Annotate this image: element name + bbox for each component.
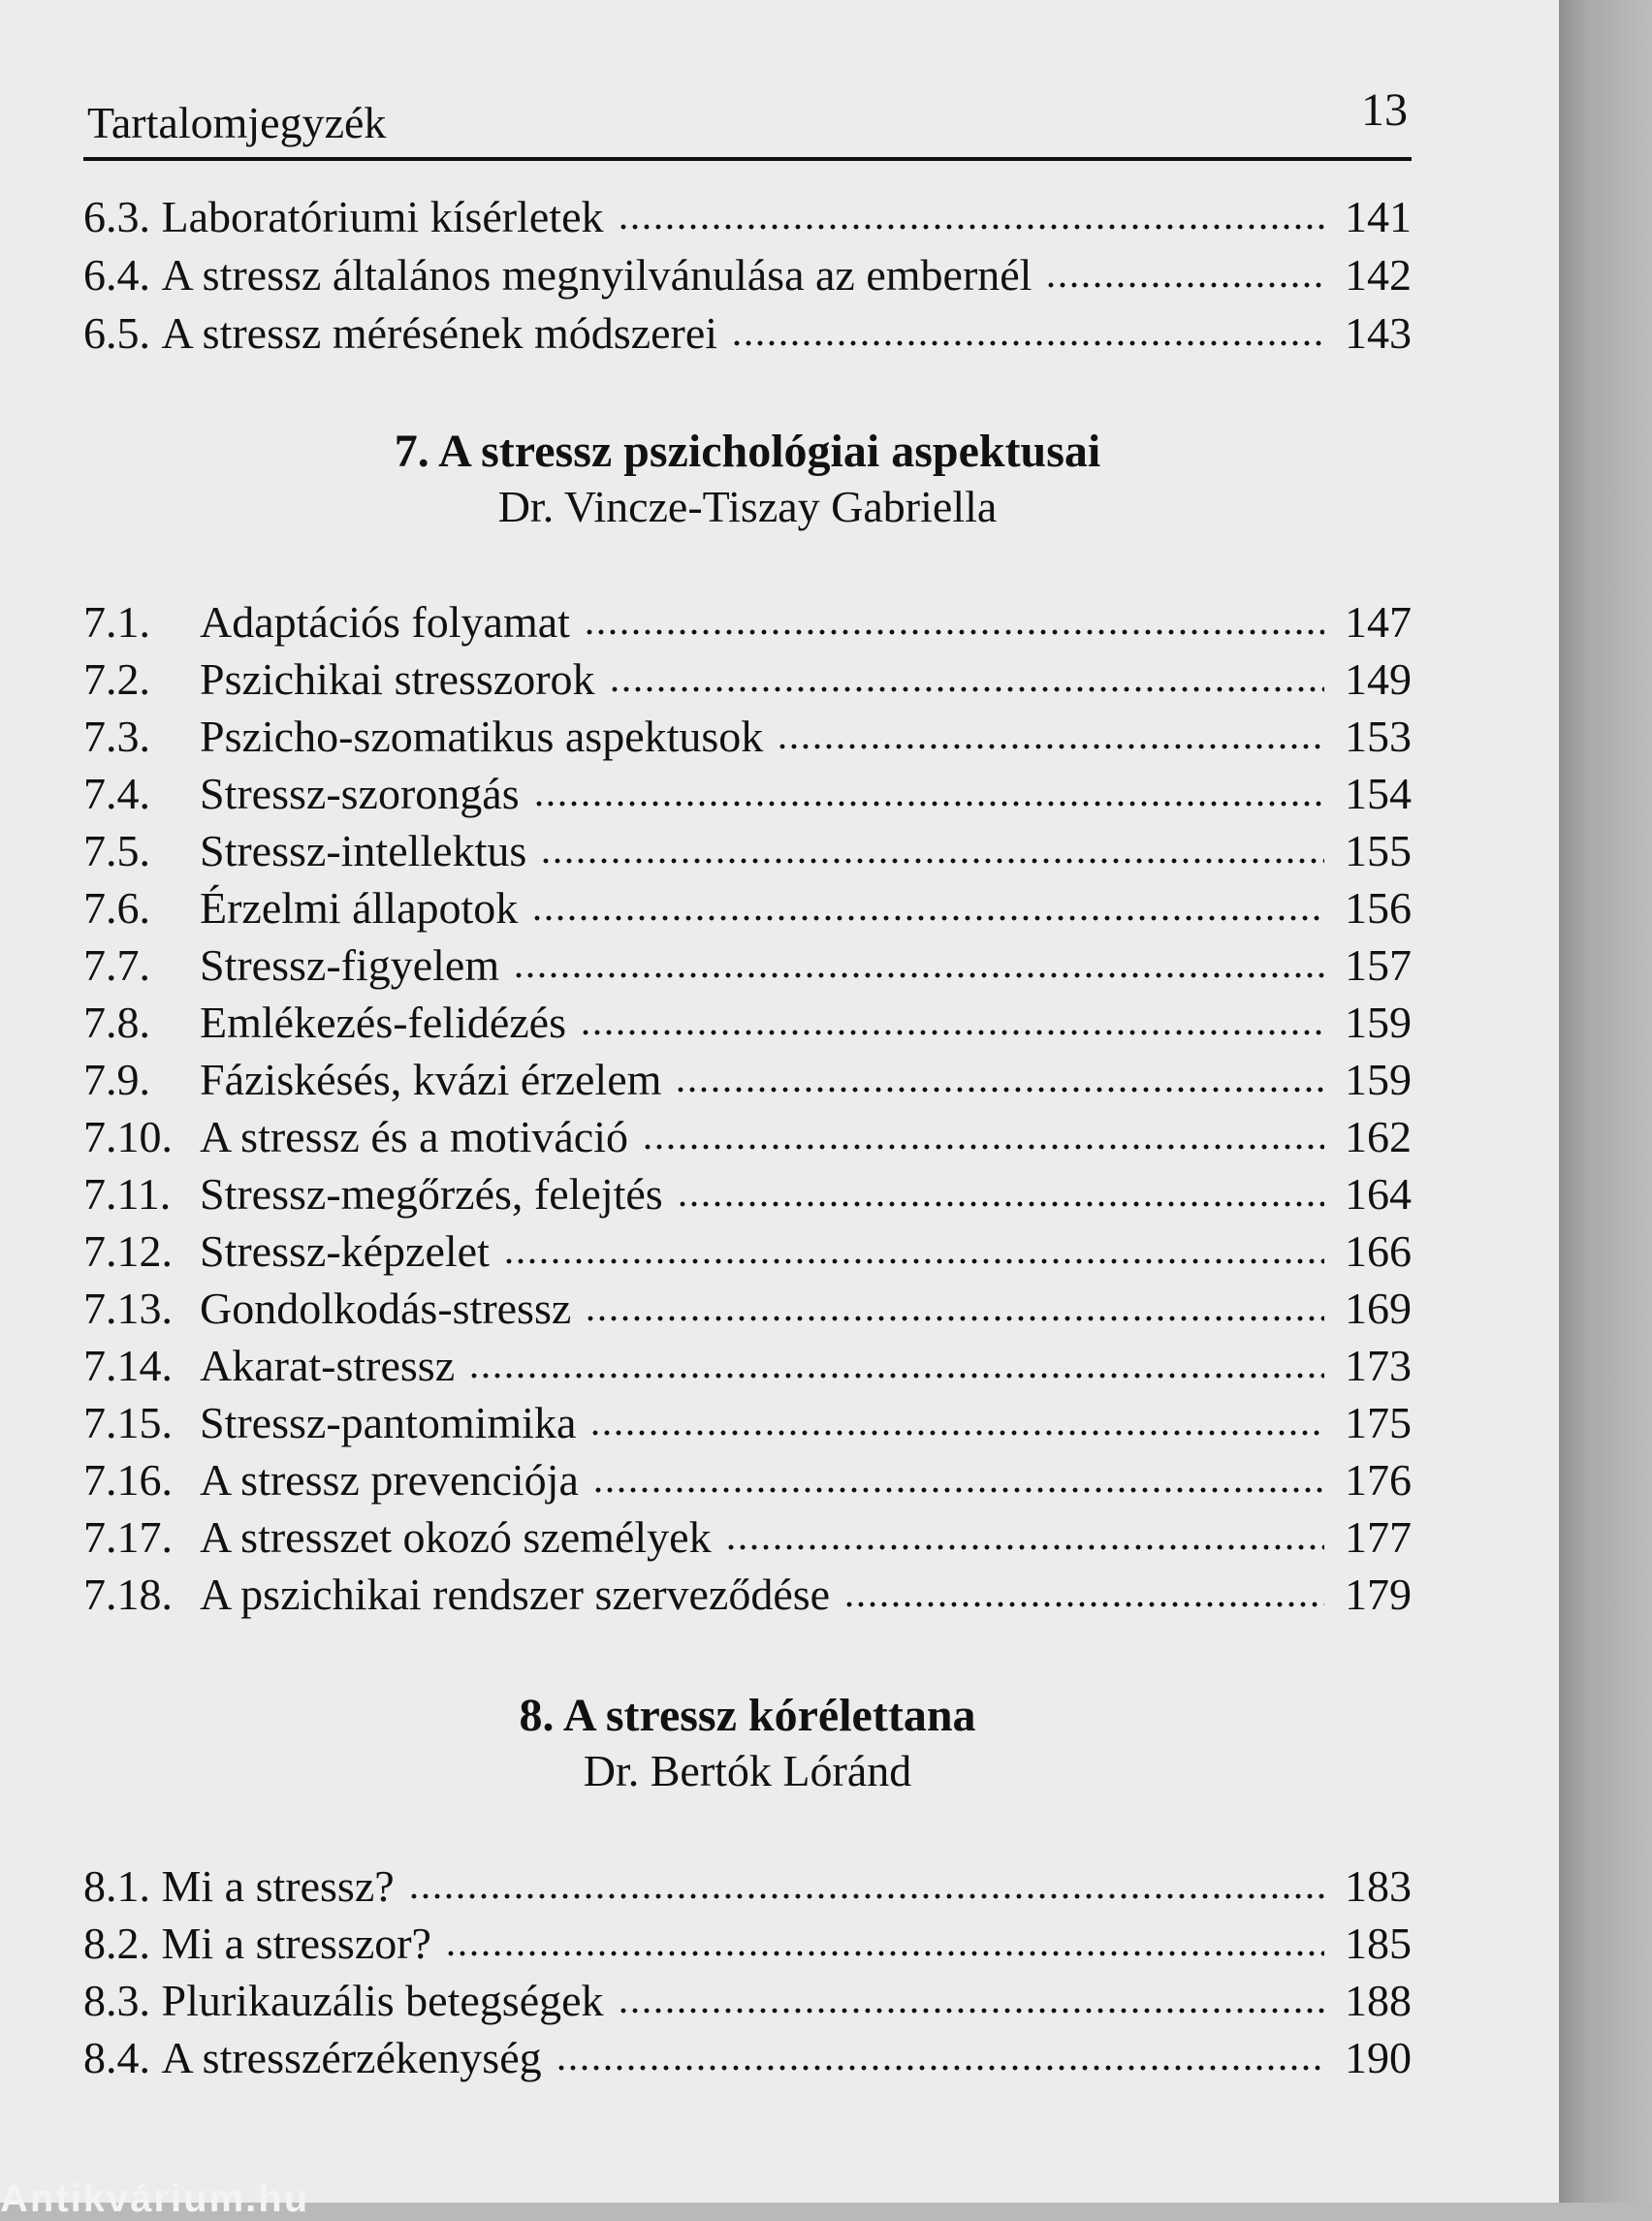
entry-number: 6.4. bbox=[83, 250, 150, 300]
dot-leader bbox=[468, 1372, 1324, 1380]
entry-title: Stressz-figyelem bbox=[200, 940, 500, 990]
header-title: Tartalomjegyzék bbox=[87, 98, 387, 147]
entry-page: 159 bbox=[1345, 998, 1412, 1047]
toc-entry bbox=[83, 1396, 1412, 1450]
entry-page: 153 bbox=[1345, 712, 1412, 761]
toc-entry bbox=[83, 306, 1412, 361]
entry-page: 143 bbox=[1345, 308, 1412, 358]
entry-number: 8.1. bbox=[83, 1861, 150, 1911]
toc-entry bbox=[83, 1974, 1412, 2028]
toc-entry bbox=[83, 2031, 1412, 2085]
toc-entry bbox=[83, 1453, 1412, 1507]
entry-page: 185 bbox=[1345, 1919, 1412, 1968]
dot-leader bbox=[675, 1086, 1324, 1094]
toc-entry bbox=[83, 938, 1412, 993]
entry-number: 7.10. bbox=[83, 1112, 173, 1161]
dot-leader bbox=[408, 1892, 1324, 1900]
entry-title: Stressz-pantomimika bbox=[200, 1398, 577, 1447]
dot-leader bbox=[531, 914, 1324, 922]
toc-entry bbox=[83, 248, 1412, 302]
entry-page: 141 bbox=[1345, 192, 1412, 241]
dot-leader bbox=[609, 685, 1324, 693]
entry-page: 155 bbox=[1345, 826, 1412, 875]
entry-number: 7.5. bbox=[83, 826, 150, 875]
entry-number: 7.13. bbox=[83, 1284, 173, 1333]
entry-page: 147 bbox=[1345, 597, 1412, 647]
page-edge bbox=[1559, 0, 1652, 2203]
entry-title: A stresszérzékenység bbox=[161, 2033, 542, 2082]
toc-entry bbox=[83, 1167, 1412, 1222]
entry-title: Érzelmi állapotok bbox=[200, 883, 519, 933]
dot-leader bbox=[585, 1315, 1324, 1322]
toc-entry bbox=[83, 1859, 1412, 1914]
entry-number: 7.16. bbox=[83, 1455, 173, 1505]
toc-entry bbox=[83, 881, 1412, 936]
entry-page: 166 bbox=[1345, 1226, 1412, 1276]
chapter-title: 8. A stressz kórélettana bbox=[519, 1690, 976, 1741]
entry-title: Stressz-képzelet bbox=[200, 1226, 490, 1276]
page-header bbox=[83, 79, 1412, 161]
entry-title: Laboratóriumi kísérletek bbox=[161, 192, 604, 241]
dot-leader bbox=[580, 1029, 1324, 1036]
toc-entry bbox=[83, 1510, 1412, 1565]
entry-page: 142 bbox=[1345, 250, 1412, 300]
entry-number: 7.7. bbox=[83, 940, 150, 990]
entry-number: 7.6. bbox=[83, 883, 150, 933]
entry-number: 7.14. bbox=[83, 1341, 173, 1390]
toc-entry bbox=[83, 1110, 1412, 1164]
toc-entry bbox=[83, 1339, 1412, 1393]
toc-entry bbox=[83, 190, 1412, 244]
dot-leader bbox=[503, 1257, 1324, 1265]
entry-title: Stressz-megőrzés, felejtés bbox=[200, 1169, 663, 1219]
entry-number: 7.1. bbox=[83, 597, 150, 647]
entry-title: A stressz általános megnyilvánulása az embernél bbox=[161, 250, 1032, 300]
entry-page: 179 bbox=[1345, 1570, 1412, 1619]
entry-number: 7.4. bbox=[83, 769, 150, 818]
entry-page: 149 bbox=[1345, 654, 1412, 704]
entry-page: 157 bbox=[1345, 940, 1412, 990]
entry-number: 6.3. bbox=[83, 192, 150, 241]
entry-number: 6.5. bbox=[83, 308, 150, 358]
dot-leader bbox=[1045, 281, 1324, 289]
dot-leader bbox=[642, 1143, 1324, 1151]
dot-leader bbox=[513, 971, 1324, 979]
toc-entry bbox=[83, 652, 1412, 707]
toc-entry bbox=[83, 767, 1412, 821]
chapter-title: 7. A stressz pszichológiai aspektusai bbox=[394, 426, 1101, 477]
toc-entry bbox=[83, 824, 1412, 878]
dot-leader bbox=[618, 2007, 1324, 2015]
dot-leader bbox=[533, 800, 1324, 808]
toc-entry bbox=[83, 1917, 1412, 1971]
entry-number: 8.4. bbox=[83, 2033, 150, 2082]
chapter-author: Dr. Bertók Lóránd bbox=[583, 1746, 912, 1795]
entry-title: A stressz mérésének módszerei bbox=[161, 308, 718, 358]
entry-number: 8.2. bbox=[83, 1919, 150, 1968]
dot-leader bbox=[589, 1429, 1324, 1437]
toc-entry bbox=[83, 710, 1412, 764]
entry-number: 7.8. bbox=[83, 998, 150, 1047]
dot-leader bbox=[445, 1950, 1324, 1957]
entry-number: 7.2. bbox=[83, 654, 150, 704]
toc-entry bbox=[83, 1282, 1412, 1336]
entry-number: 7.3. bbox=[83, 712, 150, 761]
entry-page: 173 bbox=[1345, 1341, 1412, 1390]
entry-title: Plurikauzális betegségek bbox=[161, 1976, 604, 2025]
entry-title: Pszichikai stresszorok bbox=[200, 654, 595, 704]
entry-title: Stressz-szorongás bbox=[200, 769, 520, 818]
entry-number: 8.3. bbox=[83, 1976, 150, 2025]
entry-page: 162 bbox=[1345, 1112, 1412, 1161]
entry-page: 176 bbox=[1345, 1455, 1412, 1505]
entry-page: 156 bbox=[1345, 883, 1412, 933]
entry-title: Mi a stresszor? bbox=[161, 1919, 431, 1968]
dot-leader bbox=[540, 857, 1324, 865]
entry-page: 175 bbox=[1345, 1398, 1412, 1447]
entry-page: 159 bbox=[1345, 1055, 1412, 1104]
entry-page: 177 bbox=[1345, 1512, 1412, 1562]
dot-leader bbox=[843, 1601, 1324, 1608]
entry-title: Fáziskésés, kvázi érzelem bbox=[200, 1055, 662, 1104]
dot-leader bbox=[677, 1200, 1324, 1208]
toc-entry bbox=[83, 1053, 1412, 1107]
dot-leader bbox=[556, 2064, 1324, 2072]
entry-title: A stresszet okozó személyek bbox=[200, 1512, 712, 1562]
entry-title: Mi a stressz? bbox=[161, 1861, 395, 1911]
entry-number: 7.15. bbox=[83, 1398, 173, 1447]
entry-title: Emlékezés-felidézés bbox=[200, 998, 566, 1047]
toc-entry bbox=[83, 1224, 1412, 1279]
entry-page: 154 bbox=[1345, 769, 1412, 818]
chapter-author: Dr. Vincze-Tiszay Gabriella bbox=[497, 482, 998, 531]
entry-page: 190 bbox=[1345, 2033, 1412, 2082]
entry-title: Adaptációs folyamat bbox=[200, 597, 570, 647]
entry-number: 7.11. bbox=[83, 1169, 172, 1219]
dot-leader bbox=[592, 1486, 1324, 1494]
page-number: 13 bbox=[1361, 84, 1408, 136]
toc-entry bbox=[83, 996, 1412, 1050]
watermark: Antikvárium.hu bbox=[0, 2177, 310, 2220]
toc-entry bbox=[83, 595, 1412, 650]
entry-number: 7.17. bbox=[83, 1512, 173, 1562]
entry-page: 169 bbox=[1345, 1284, 1412, 1333]
dot-leader bbox=[731, 339, 1324, 347]
entry-page: 164 bbox=[1345, 1169, 1412, 1219]
entry-title: Stressz-intellektus bbox=[200, 826, 527, 875]
entry-number: 7.12. bbox=[83, 1226, 173, 1276]
entry-page: 183 bbox=[1345, 1861, 1412, 1911]
entry-title: A stressz és a motiváció bbox=[200, 1112, 629, 1161]
dot-leader bbox=[618, 223, 1324, 231]
entry-title: A stressz prevenciója bbox=[200, 1455, 579, 1505]
dot-leader bbox=[584, 628, 1324, 636]
entry-title: Akarat-stressz bbox=[200, 1341, 456, 1390]
entry-page: 188 bbox=[1345, 1976, 1412, 2025]
entry-number: 7.18. bbox=[83, 1570, 173, 1619]
entry-title: Pszicho-szomatikus aspektusok bbox=[200, 712, 764, 761]
entry-title: Gondolkodás-stressz bbox=[200, 1284, 572, 1333]
dot-leader bbox=[777, 743, 1324, 750]
dot-leader bbox=[725, 1543, 1324, 1551]
entry-title: A pszichikai rendszer szerveződése bbox=[200, 1570, 831, 1619]
toc-entry bbox=[83, 1568, 1412, 1622]
entry-number: 7.9. bbox=[83, 1055, 150, 1104]
